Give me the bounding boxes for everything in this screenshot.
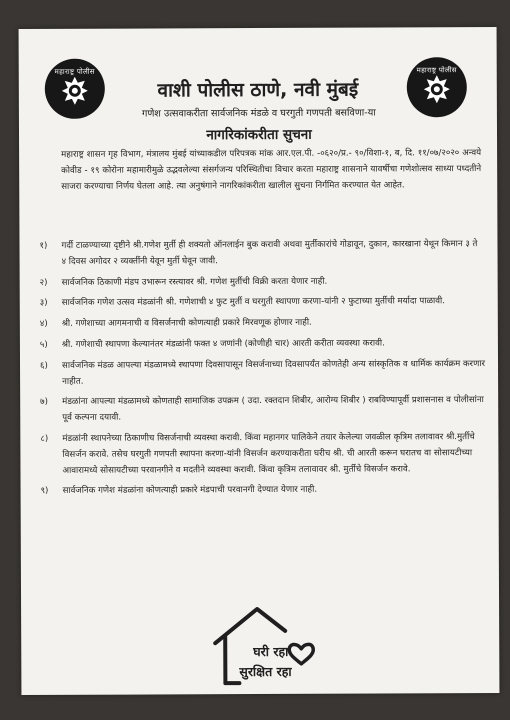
- item-number: १): [39, 240, 48, 251]
- item-text: मंडळांना आपल्या मंडळामध्ये कोणताही सामाजिक उपक्रम ( उदा. रक्तदान शिबीर, आरोग्य शिबीर ) राबविण्यापूर्वी प्रशासनास व पोलीसांना पूर्व कल्पना दयावी.: [62, 395, 484, 424]
- list-item: [39, 237, 484, 271]
- item-text: गर्दी टाळण्याच्या दृष्टीने श्री.गणेश मुर्ती ही शक्यतो ऑनलाईन बुक करावी अथवा मुर्तीकारांचे गोडावून, दुकान, कारखाना येथून किमान ३ ते ४ दिवस अगोदर २ व्यक्तींनी येवून मुर्ती घेवून जावी.: [61, 239, 478, 267]
- item-number: ५): [39, 339, 48, 350]
- item-number: ३): [39, 298, 48, 309]
- item-number: ७): [40, 397, 49, 408]
- item-number: २): [39, 277, 48, 288]
- list-item: [40, 430, 485, 479]
- item-text: श्री. गणेशाच्या आगमनाची व विसर्जनाची कोणत्याही प्रकारे मिरवणूक होणार नाही.: [61, 317, 312, 330]
- list-item: [40, 336, 485, 354]
- item-text: मंडळांनी स्थापनेच्या ठिकाणीच विसर्जनाची व्यवस्था करावी. किंवा महानगर पालिकेने तयार केलेल्या जवळील कृत्रिम तलावावर श्री.मुर्तीचे विसर्जन करावे. तसेच घरगुती गणपती स्थापना करणा-यांनी विसर्जन करण्याकरीता घरीच श्री. ची आरती करून घरातच वा सोसायटीच्या आवारामध्ये सोसायटीच्या परवानगीने व मदतीने व्यवस्था करावी. किंवा कृत्रिम तलावावर श्री. मुर्तीचे विसर्जन करावे.: [62, 432, 475, 476]
- list-item: [40, 357, 485, 391]
- list-item: [40, 294, 485, 312]
- intro-paragraph: महाराष्ट्र शासन गृह विभाग, मंत्रालय मुंबई यांच्याकडील परिपत्रक मांक आर.एल.पी. -०६२०/प्र.- ९०/विशा-१, ब, दि. ११/०७/२०२० अन्वये कोवीड - १९ कोरोना महामारीमुळे उद्भवलेल्या संसर्गजन्य परिस्थितीचा विचार करता महाराष्ट्र शासनाने यावर्षीचा गणेशोत्सव साध्या पध्दतीने साजरा करण्याचा निर्णय घेतला आहे. त्या अनुषंगाने नागरिकांकरीता खालील सुचना निर्गमित करण्यात येत आहेत.: [61, 148, 482, 192]
- notice-heading: नागरिकांकरीता सुचना: [206, 126, 312, 144]
- item-text: श्री. गणेशाची स्थापणा केल्यानंतर मंडळांनी फक्त ४ जणांनी (कोणीही चार) आरती करीता व्यवस्था करावी.: [61, 338, 385, 350]
- police-emblem-icon: [424, 75, 450, 103]
- police-emblem-icon: [62, 77, 88, 105]
- page-title: वाशी पोलीस ठाणे, नवी मुंबई: [157, 78, 359, 102]
- item-number: ६): [39, 360, 48, 371]
- item-text: सार्वजनिक ठिकाणी मंडप उभारून रस्त्यावर श्री. गणेश मुर्तीची विक्री करता येणार नाही.: [61, 276, 328, 288]
- list-item: [41, 482, 486, 500]
- list-item: [40, 393, 485, 427]
- notice-paper: [19, 27, 500, 695]
- item-text: सार्वजनिक गणेश उत्सव मंडळांनी श्री. गणेशाची ४ फुट मुर्ती व घरगुती स्थापणा करणा-यांनी २ फुटाच्या मुर्तीची मर्यादा पाळावी.: [61, 296, 446, 309]
- seal-text-left: महाराष्ट्र पोलीस: [54, 67, 95, 76]
- page-subtitle: गणेश उत्सवाकरीता सार्वजनिक मंडळे व घरगुती गणपती बसविणा-या: [142, 107, 376, 120]
- item-text: सार्वजनिक मंडळ आपल्या मंडळामध्ये स्थापणा दिवसापासून विसर्जनाच्या दिवसापर्यंत कोणतेही अन्य सांस्कृतिक व धार्मिक कार्यक्रम करणार नाहीत.: [61, 358, 486, 387]
- instruction-list: [39, 237, 485, 505]
- item-text: सार्वजनिक गणेश मंडळांना कोणत्याही प्रकारे मंडपाची परवानगी देण्यात येणार नाही.: [62, 485, 318, 497]
- seal-text-right: महाराष्ट्र पोलीस: [416, 66, 457, 75]
- item-number: ८): [40, 433, 49, 444]
- item-number: ४): [39, 319, 48, 330]
- item-number: ९): [40, 486, 49, 497]
- slogan-stay-home: घरी रहा: [253, 643, 289, 660]
- slogan-stay-safe: सुरक्षित रहा: [239, 663, 292, 680]
- list-item: [40, 274, 485, 292]
- list-item: [40, 315, 485, 333]
